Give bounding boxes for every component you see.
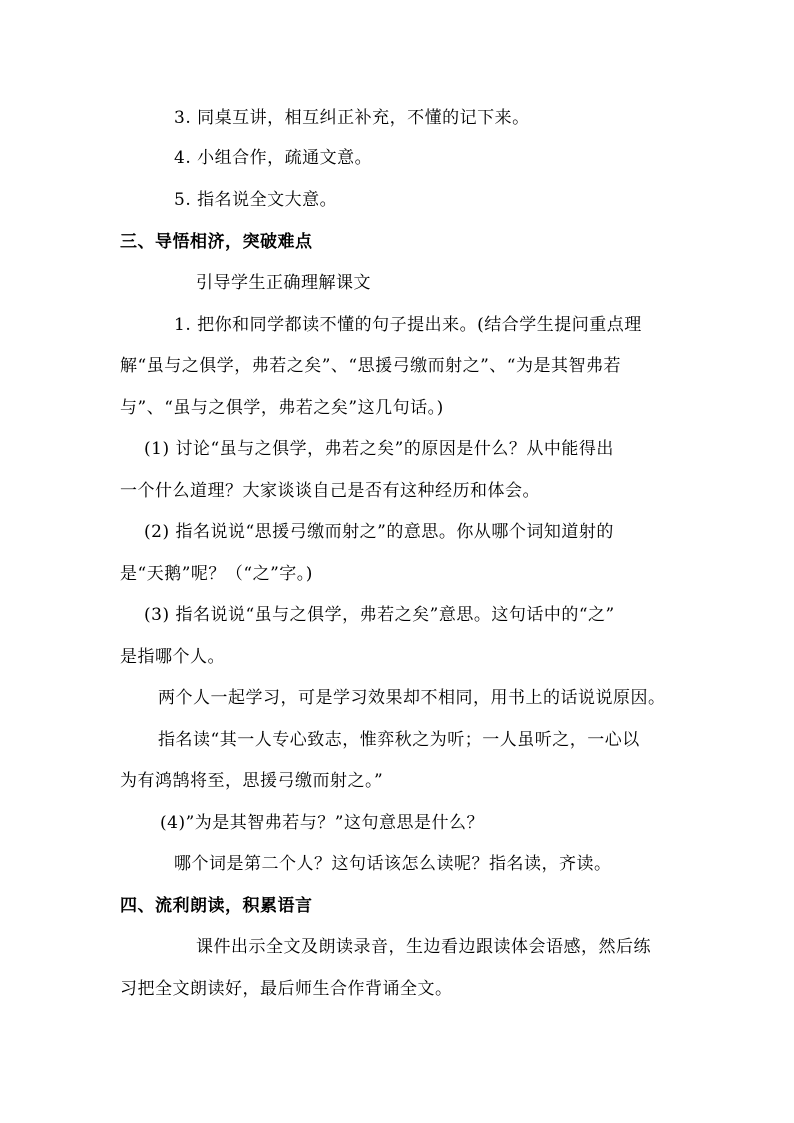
step-3-text: 3. 同桌互讲，相互纠正补充，不懂的记下来。 xyxy=(174,108,530,128)
reading-line-2: 为有鸿鹄将至，思援弓缴而射之。” xyxy=(120,771,384,791)
sub-2-line-2: 是“天鹅”呢？（“之”字。) xyxy=(120,564,313,584)
sub-4-line: (4)”为是其智弗若与？”这句意思是什么？ xyxy=(160,813,484,833)
item-1-line-2: 解“虽与之俱学，弗若之矣”、“思援弓缴而射之”、“为是其智弗若 xyxy=(120,356,621,376)
sub-1-line-1: (1) 讨论“虽与之俱学，弗若之矣”的原因是什么？从中能得出 xyxy=(144,439,614,459)
sub-3-line-2: 是指哪个人。 xyxy=(120,647,225,667)
item-1-line-3: 与”、“虽与之俱学，弗若之矣”这几句话。) xyxy=(120,398,444,418)
item-1-line-1: 1. 把你和同学都读不懂的句子提出来。(结合学生提问重点理 xyxy=(174,315,642,335)
reading-line-1: 指名读“其一人专心致志，惟弈秋之为听；一人虽听之，一心以 xyxy=(158,730,640,750)
section-4-heading: 四、流利朗读，积累语言 xyxy=(120,896,313,916)
section-3-heading: 三、导悟相济，突破难点 xyxy=(120,232,313,252)
sub-1-line-2: 一个什么道理？大家谈谈自己是否有这种经历和体会。 xyxy=(120,481,540,501)
practice-line-1: 课件出示全文及朗读录音，生边看边跟读体会语感，然后练 xyxy=(196,937,651,957)
sub-3-line-1: (3) 指名说说“虽与之俱学，弗若之矣”意思。这句话中的“之” xyxy=(144,605,615,625)
sub-2-line-1: (2) 指名说说“思援弓缴而射之”的意思。你从哪个词知道射的 xyxy=(144,522,614,542)
guide-subheading: 引导学生正确理解课文 xyxy=(196,273,371,293)
sub-4-followup: 哪个词是第二个人？这句话该怎么读呢？指名读，齐读。 xyxy=(174,854,612,874)
step-4-text: 4. 小组合作，疏通文意。 xyxy=(174,148,373,168)
explanation-paragraph: 两个人一起学习，可是学习效果却不相同，用书上的话说说原因。 xyxy=(158,688,666,708)
step-5-text: 5. 指名说全文大意。 xyxy=(174,190,338,210)
practice-line-2: 习把全文朗读好，最后师生合作背诵全文。 xyxy=(120,979,453,999)
